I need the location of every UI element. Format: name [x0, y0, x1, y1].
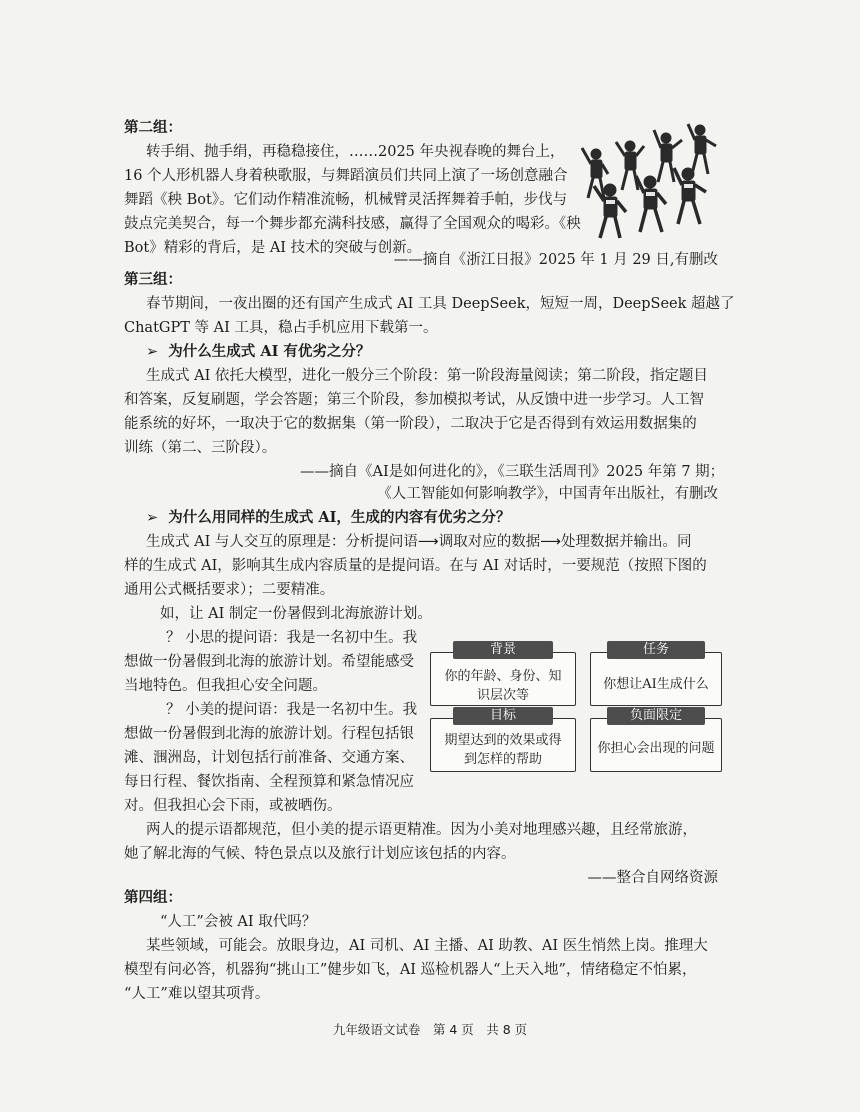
box-goal-text: 期望达到的效果或得 到怎样的帮助: [444, 733, 562, 767]
q2-body-line: 样的生成式 AI，影响其生成内容质量的是提问语。在与 AI 对话时，一要规范（按照下图的: [124, 558, 707, 574]
q2-body-line: 通用公式概括要求）；二要精准。: [124, 582, 335, 598]
question-2: ➢ 为什么用同样的生成式 AI，生成的内容有优劣之分？: [146, 509, 511, 526]
group3-intro-line: 春节期间，一夜出圈的还有国产生成式 AI 工具 DeepSeek，短短一周，DeepSeek 超越了: [146, 296, 735, 312]
xiaomei-line: 对。但我担心会下雨，或被晒伤。: [124, 798, 342, 814]
robot-dancers-image: [574, 116, 722, 242]
group2-source: ——摘自《浙江日报》2025 年 1 月 29 日,有删改: [393, 252, 718, 268]
q1-source: ——摘自《AI是如何进化的》，《三联生活周刊》2025 年第 7 期；: [300, 464, 725, 480]
box-background: [430, 642, 576, 706]
box-goal-title: 目标: [453, 707, 553, 725]
q1-body-line: 和答案，反复刷题，学会答题；第三个阶段，参加模拟考试，从反馈中进一步学习。人工智: [124, 392, 704, 408]
box-task: [590, 642, 722, 706]
xiaomei-line: ？ 小美的提问语：我是一名初中生。我: [166, 702, 418, 718]
group4-question: “人工”会被 AI 取代吗？: [160, 914, 317, 930]
xiaomei-line: 想做一份暑假到北海的旅游计划。行程包括银: [124, 726, 414, 742]
triangle-bullet-icon: ➢: [146, 510, 159, 526]
arrow-right-icon: ⟶: [540, 534, 562, 550]
group2-line: 转手绢、抛手绢，再稳稳接住，……2025 年央视春晚的舞台上，: [146, 144, 565, 160]
group4-body-line: 模型有问必答，机器狗“挑山工”健步如飞，AI 巡检机器人“上天入地”，情绪稳定不怕累，: [124, 962, 697, 978]
page-footer: 九年级语文试卷 第 4 页 共 8 页: [332, 1022, 528, 1037]
q1-body-line: 训练（第二、三阶段）。: [124, 440, 277, 456]
box-goal: [430, 708, 576, 772]
q1-body-line: 生成式 AI 依托大模型，进化一般分三个阶段：第一阶段海量阅读；第二阶段，指定题目: [146, 368, 708, 384]
group2-line: 16 个人形机器人身着秧歌服，与舞蹈演员们共同上演了一场创意融合: [124, 168, 568, 184]
box-task-title: 任务: [607, 641, 705, 659]
group4-heading: 第四组：: [124, 889, 182, 906]
xiaosi-line: 想做一份暑假到北海的旅游计划。希望能感受: [124, 654, 414, 670]
arrow-right-icon: ⟶: [417, 534, 439, 550]
group3-source: ——整合自网络资源: [587, 870, 718, 886]
conclusion-line: 两人的提示语都规范，但小美的提示语更精准。因为小美对地理感兴趣，且经常旅游，: [146, 822, 697, 838]
xiaosi-line: 当地特色。但我担心安全问题。: [124, 678, 327, 694]
group4-body-line: 某些领域，可能会。放眼身边，AI 司机、AI 主播、AI 助教、AI 医生悄然上岗。推理大: [146, 938, 708, 954]
q2-body-line: 生成式 AI 与人交互的原理是：分析提问语⟶调取对应的数据⟶处理数据并输出。同: [146, 534, 692, 550]
group2-heading: 第二组：: [124, 119, 182, 136]
xiaosi-line: ？ 小思的提问语：我是一名初中生。我: [166, 630, 418, 646]
group4-body-line: “人工”难以望其项背。: [124, 986, 270, 1002]
question-1: ➢ 为什么生成式 AI 有优劣之分？: [146, 343, 371, 360]
xiaomei-line: 滩、涠洲岛，计划包括行前准备、交通方案、: [124, 750, 414, 766]
box-negative-title: 负面限定: [607, 707, 705, 725]
example-line: 如，让 AI 制定一份暑假到北海旅游计划。: [160, 606, 432, 622]
box-background-title: 背景: [453, 641, 553, 659]
box-task-text: 你想让AI生成什么: [603, 677, 709, 692]
q1-body-line: 能系统的好坏，一取决于它的数据集（第一阶段），二取决于它是否得到有效运用数据集的: [124, 416, 697, 432]
group2-line: 舞蹈《秧 Bot》。它们动作精准流畅，机械臂灵活挥舞着手帕，步伐与: [124, 192, 568, 208]
group2-line: Bot》精彩的背后，是 AI 技术的突破与创新。: [124, 240, 422, 256]
group2-line: 鼓点完美契合，每一个舞步都充满科技感，赢得了全国观众的喝彩。《秧: [124, 216, 581, 232]
box-background-text: 你的年龄、身份、知 识层次等: [444, 669, 562, 703]
triangle-bullet-icon: ➢: [146, 344, 159, 360]
box-negative-text: 你担心会出现的问题: [597, 741, 715, 756]
xiaomei-line: 每日行程、餐饮指南、全程预算和紧急情况应: [124, 774, 414, 790]
box-negative: [590, 708, 722, 772]
conclusion-line: 她了解北海的气候、特色景点以及旅行计划应该包括的内容。: [124, 846, 516, 862]
q1-source: 《人工智能如何影响教学》，中国青年出版社，有删改: [377, 486, 718, 502]
group3-heading: 第三组：: [124, 271, 182, 288]
group3-intro-line: ChatGPT 等 AI 工具，稳占手机应用下载第一。: [124, 320, 438, 336]
